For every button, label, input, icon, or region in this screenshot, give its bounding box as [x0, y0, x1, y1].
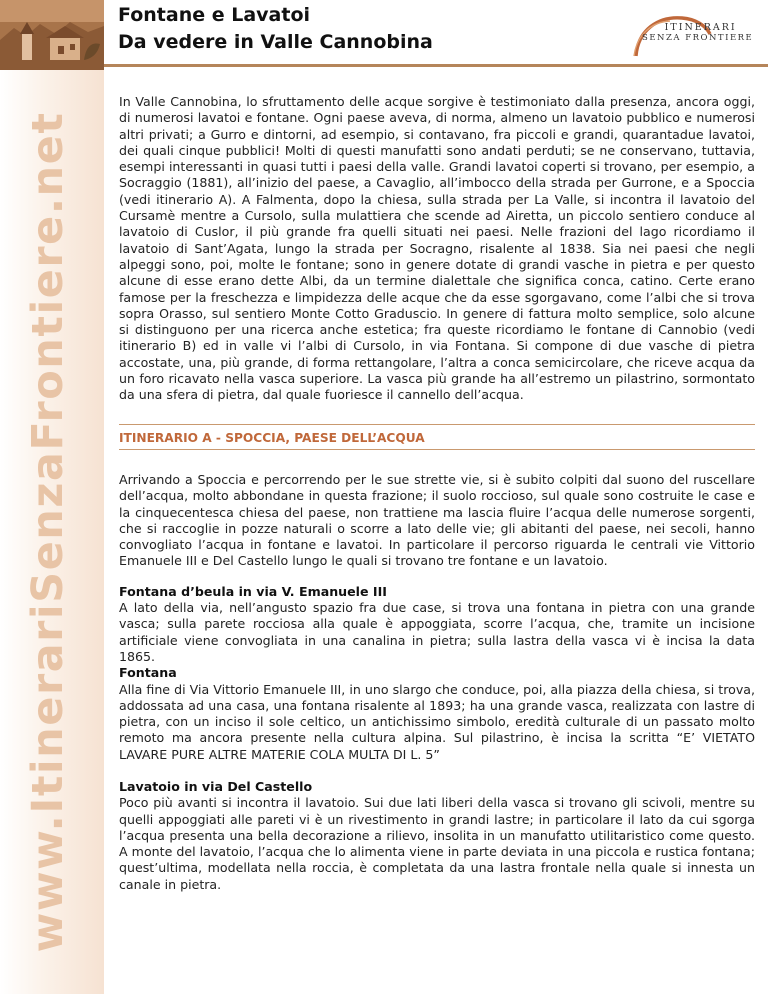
title-line-1: Fontane e Lavatoi — [118, 4, 311, 26]
fontana-beula-block — [119, 584, 755, 763]
fontana-text: Alla fine di Via Vittorio Emanuele III, in uno slargo che conduce, poi, alla piazza della chiesa, si trova, addossata ad una casa, una fontana risalente al 1893; ha una grande vasca, realizzata con lastre di pietra, con un inciso il sole celtico, un antichissimo simbolo, eredità culturale di un passato molto remoto ma ancora presente nella cultura alpina. Sul pilastrino, è incisa la scritta “E’ VIETATO LAVARE PURE ALTRE MATERIE COLA MULTA DI L. 5” — [119, 681, 755, 762]
itinerary-intro-paragraph: Arrivando a Spoccia e percorrendo per le sue strette vie, si è subito colpiti dal suono del ruscellare dell’acqua, molto abbondane in questa frazione; il suolo roccioso, sul quale sono costruite le case e la cinquecentesca chiesa del paese, non trattiene ma lascia fluire l’acqua delle numerose sorgenti, che si raccoglie in pozze naturali o scorre a lato delle vie; gli abitanti del paese, nei secoli, hanno convogliato l’acqua in fontane e lavatoi. In particolare il percorso riguarda le centrali vie Vittorio Emanuele III e Del Castello lungo le quali si trovano tre fontane e un lavatoio. — [119, 471, 755, 569]
logo — [642, 22, 753, 44]
page-title — [118, 2, 433, 56]
vertical-site-url: www.ItinerariSenzaFrontiere.net — [23, 111, 73, 953]
intro-paragraph: In Valle Cannobina, lo sfruttamento delle acque sorgive è testimoniato dalla presenza, ancora oggi, di numerosi lavatoi e fontane. Ogni paese aveva, di norma, almeno un lavatoio pubblico e numerosi altri privati; a Gurro e dintorni, ad esempio, si contavano, fra piccoli e grandi, quarantadue lavatoi, dei quali cinque pubblici! Molti di questi manufatti sono andati perduti; se ne conservano, tuttavia, esempi interessanti in quasi tutti i paesi della valle. Grandi lavatoi coperti si trovano, per esempio, a Socraggio (1881), all’inizio del paese, a Cavaglio, all’imbocco della strada per Gurrone, e a Spoccia (vedi itinerario A). A Falmenta, dopo la chiesa, sulla strada per La Valle, si incontra il lavatoio del Cursamè mentre a Cursolo, sulla mulattiera che scende ad Airetta, un piccolo sentiero conduce al lavatoio di Cuslor, il più grande fra quelli situati nei paesi. Nelle frazioni del lago ricordiamo il lavatoio di Sant’Agata, lungo la strada per Socragno, risalente al 1838. Sia nei paesi che negli alpeggi sono, poi, molte le fontane; sono in genere dotate di grandi vasche in pietra e per questo alcune di esse erano dette Albi, da un termine dialettale che significa conca, catino. Certe erano famose per la freschezza e limpidezza delle acque che da esse sgorgavano, come l’albi che si trova sopra Orasso, sul sentiero Monte Cotto Graduscio. In genere di fattura molto semplice, solo alcune si distinguono per una ricerca anche estetica; fra queste ricordiamo le fontane di Cannobio (vedi itinerario B) ed in valle vi l’albi di Cursolo, in via Fontana. Si compone di due vasche di pietra accostate, una, più grande, di forma rettangolare, l’altra a conca semicircolare, che riceve acqua da un foro ricavato nella vasca superiore. La vasca più grande ha all’estremo un pilastrino, sormontato da una sfera di pietra, dal quale fuoriesce il cannello dell’acqua. — [119, 94, 755, 403]
fontana-beula-text: A lato della via, nell’angusto spazio fra due case, si trova una fontana in pietra con una grande vasca; sulla parete rocciosa alla quale è appoggiata, scorre l’acqua, che, tramite un incisione artificiale viene convogliata in una canalina in pietra; sulla lastra della vasca vi è incisa la data 1865. — [119, 600, 755, 664]
header-thumbnail-image — [0, 0, 104, 70]
fontana-beula-title: Fontana d’beula in via V. Emanuele III — [119, 583, 387, 599]
lavatoio-title: Lavatoio in via Del Castello — [119, 778, 313, 794]
logo-line-1: ITINERARI — [664, 22, 737, 33]
lavatoio-block — [119, 779, 755, 893]
lavatoio-text: Poco più avanti si incontra il lavatoio. Sui due lati liberi della vasca si trovano gli scivoli, mentre su quelli appoggiati alle pareti vi è un rivestimento in grandi lastre; in particolare il lato da cui sgorga l’acqua presenta una bella decorazione a rilievo, insolita in un manufatto utilitaristico come questo. A monte del lavatoio, l’acqua che lo alimenta viene in parte deviata in una piccola e rustica fontana; quest’ultima, modellata nella roccia, è completata da una lastra frontale nella quale si innesta un canale in pietra. — [119, 795, 755, 892]
article-body — [119, 94, 755, 893]
fontana-title: Fontana — [119, 665, 177, 681]
section-title: ITINERARIO A - SPOCCIA, PAESE DELL’ACQUA — [119, 430, 425, 445]
title-line-2: Da vedere in Valle Cannobina — [118, 31, 433, 53]
section-rule-bottom — [119, 449, 755, 450]
logo-line-2: SENZA FRONTIERE — [642, 33, 754, 43]
header-rule — [104, 64, 768, 67]
section-rule-top — [119, 424, 755, 425]
